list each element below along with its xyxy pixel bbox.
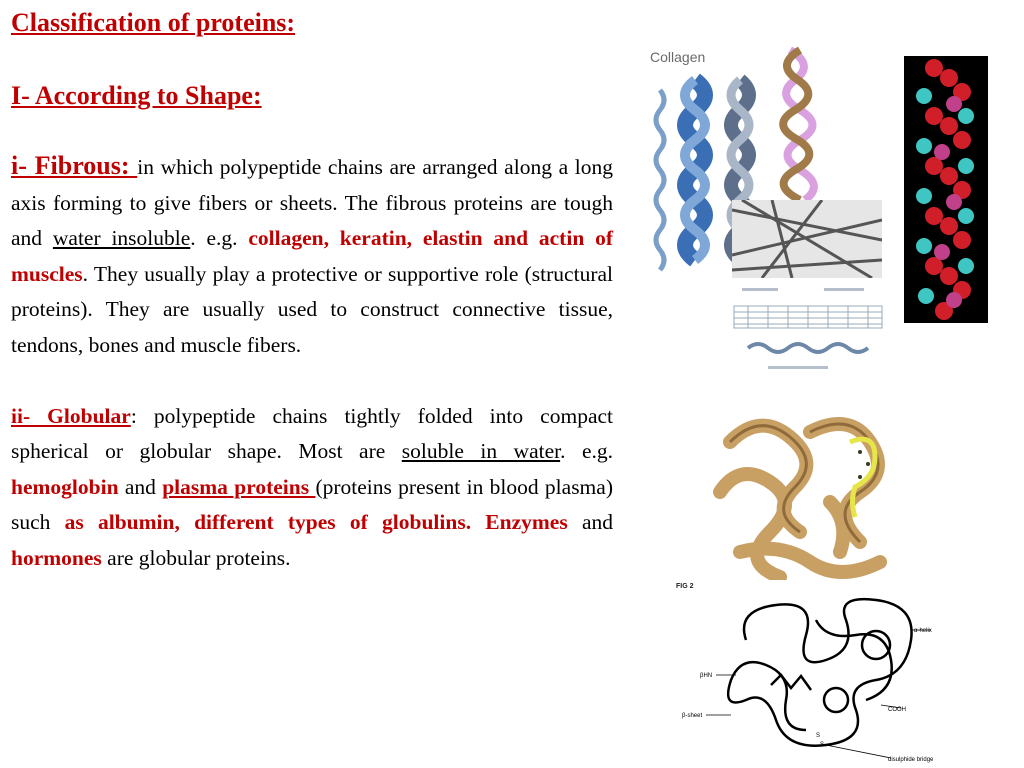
fibrous-water-insoluble: water insoluble (52, 226, 191, 251)
fibrous-paragraph (11, 148, 613, 364)
fig2-label: FIG 2 (676, 583, 694, 590)
globular-example-plasma-proteins: plasma proteins (162, 474, 316, 499)
globular-text-4: (proteins present in blood plasma) such (11, 474, 613, 535)
globular-text-6: are globular proteins. (101, 545, 291, 570)
keratin-helix-figure (904, 56, 988, 323)
cooh-label: COOH (888, 707, 906, 713)
collagen-blue-helix (685, 80, 705, 260)
globular-text-5: and (567, 510, 613, 535)
globular-protein-figure (700, 402, 910, 597)
fiber-schematic-figure (728, 282, 888, 374)
slide-text-column (11, 8, 613, 577)
globular-example-albumin-globulins: as albumin, different types of globulins. Enzymes (64, 510, 568, 535)
alpha-helix-label: α-helix (914, 628, 932, 634)
fiber-micrograph-figure (732, 200, 882, 278)
fibrous-text-2: . e.g. (190, 226, 249, 251)
disulphide-bridge-label: disulphide bridge (888, 757, 934, 763)
beta-hn-label: βHN (700, 673, 713, 679)
fibrous-examples: collagen, keratin, elastin and actin of muscles (11, 226, 614, 286)
collagen-label: Collagen (650, 49, 706, 65)
s-label-1: S (816, 733, 821, 739)
globular-term: ii- Globular (11, 403, 131, 428)
fibrous-term: i- Fibrous: (11, 151, 138, 180)
globular-text-2: . e.g. (560, 439, 613, 464)
globular-example-hemoglobin: hemoglobin (11, 474, 119, 499)
fibrous-text-1: in which polypeptide chains are arranged along a long axis forming to give fibers or sheets. The fibrous proteins are tough and (11, 155, 613, 251)
globular-paragraph (11, 399, 613, 577)
fig2-chain-diagram (676, 580, 956, 766)
section-heading: I- According to Shape: (11, 81, 262, 110)
slide-title: Classification of proteins: (11, 8, 296, 37)
beta-sheet-label: β-sheet (682, 713, 703, 719)
globular-text-3: and (118, 474, 163, 499)
globular-example-hormones: hormones (11, 545, 102, 570)
fibrous-text-3: . They usually play a protective or supportive role (structural proteins). They are usually used to construct connective tissue, tendons, bones and muscle fibers. (11, 261, 613, 357)
s-label-2: S (820, 742, 825, 748)
globular-soluble-in-water: soluble in water (401, 439, 561, 464)
globular-text-1: : polypeptide chains tightly folded into compact spherical or globular shape. Most are (11, 403, 614, 464)
